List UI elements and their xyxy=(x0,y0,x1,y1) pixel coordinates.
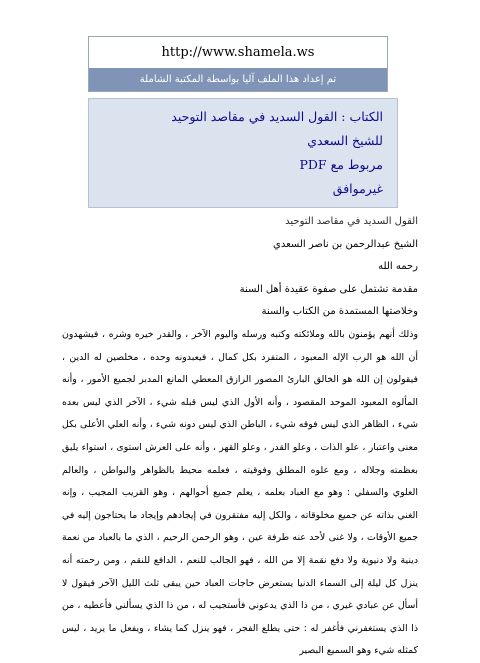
content-title: القول السديد في مقاصد التوحيد xyxy=(285,216,418,227)
shamela-banner xyxy=(88,36,388,92)
website-url[interactable]: http://www.shamela.ws xyxy=(89,37,387,68)
book-author: للشيخ السعدي xyxy=(307,133,383,148)
content-paragraph: وذلك أنهم يؤمنون بالله وملائكته وكتبه ورسله واليوم الآخر ، والقدر خيره وشره ، فيشهدون أن الله هو الرب الإله المعبود ، المتفرد بكل كمال ، فيعبدونه وحده ، مخلصين له الدين ، فيقولون إن الله هو الخالق البارئ المصور الرازق المعطي المانع المدبر لجميع الأمور ، وأنه المألوه المعبود الموحد المقصود ، وأنه الأول الذي ليس قبله شيء ، الآخر الذي ليس بعده شيء ، الظاهر الذي ليس فوقه شيء ، الباطن الذي ليس دونه شيء ، وأنه العلي الأعلى بكل معنى واعتبار ، علو الذات ، وعلو القدر ، وعلو القهر ، وأنه على العرش استوى ، استواء يليق بعظمته وجلاله ، ومع علوه المطلق وفوقيته ، فعلمه محيط بالظواهر والبواطن ، والعالم العلوي والسفلي : وهو مع العباد بعلمه ، يعلم جميع أحوالهم ، وهو القريب المجيب ، وإنه الغني بذاته عن جميع مخلوقاته ، والكل إليه مفتقرون في إيجادهم وإيجاد ما يحتاجون إليه في جميع الأوقات ، ولا غنى لأحد عنه طرفة عين ، وهو الرحمن الرحيم ، الذي ما بالعباد من نعمة دينية ولا دنيوية ولا دفع نقمة إلا من الله ، فهو الجالب للنعم ، الدافع للنقم ، ومن رحمته أنه ينزل كل ليلة إلى السماء الدنيا يستعرض حاجات العباد حين يبقى ثلث الليل الآخر فيقول لا أسأل عن عبادي غيري ، من ذا الذي يدعوني فأستجيب له ، من ذا الذي يسألني فأعطيه ، من ذا الذي يستغفرني فأغفر له : حتى يطلع الفجر ، فهو ينزل كما يشاء ، ويفعل ما يريد ، ليس كمثله شيء وهو السميع البصير xyxy=(62,328,418,657)
book-info-box xyxy=(88,98,398,208)
content-intro-2: وخلاصتها المستمدة من الكتاب والسنة xyxy=(261,306,418,318)
content-author: الشيخ عبدالرحمن بن ناصر السعدي xyxy=(273,238,418,250)
document-body xyxy=(62,211,418,663)
generation-note: تم إعداد هذا الملف آليا بواسطة المكتبة الشاملة xyxy=(89,68,387,91)
content-blessing: رحمه الله xyxy=(378,261,418,273)
match-status: غيرموافق xyxy=(332,181,383,196)
content-intro-1: مقدمة تشتمل على صفوة عقيدة أهل السنة xyxy=(239,283,418,295)
pdf-note: مربوط مع PDF xyxy=(299,157,383,172)
book-title: الكتاب : القول السديد في مقاصد التوحيد xyxy=(171,109,383,124)
